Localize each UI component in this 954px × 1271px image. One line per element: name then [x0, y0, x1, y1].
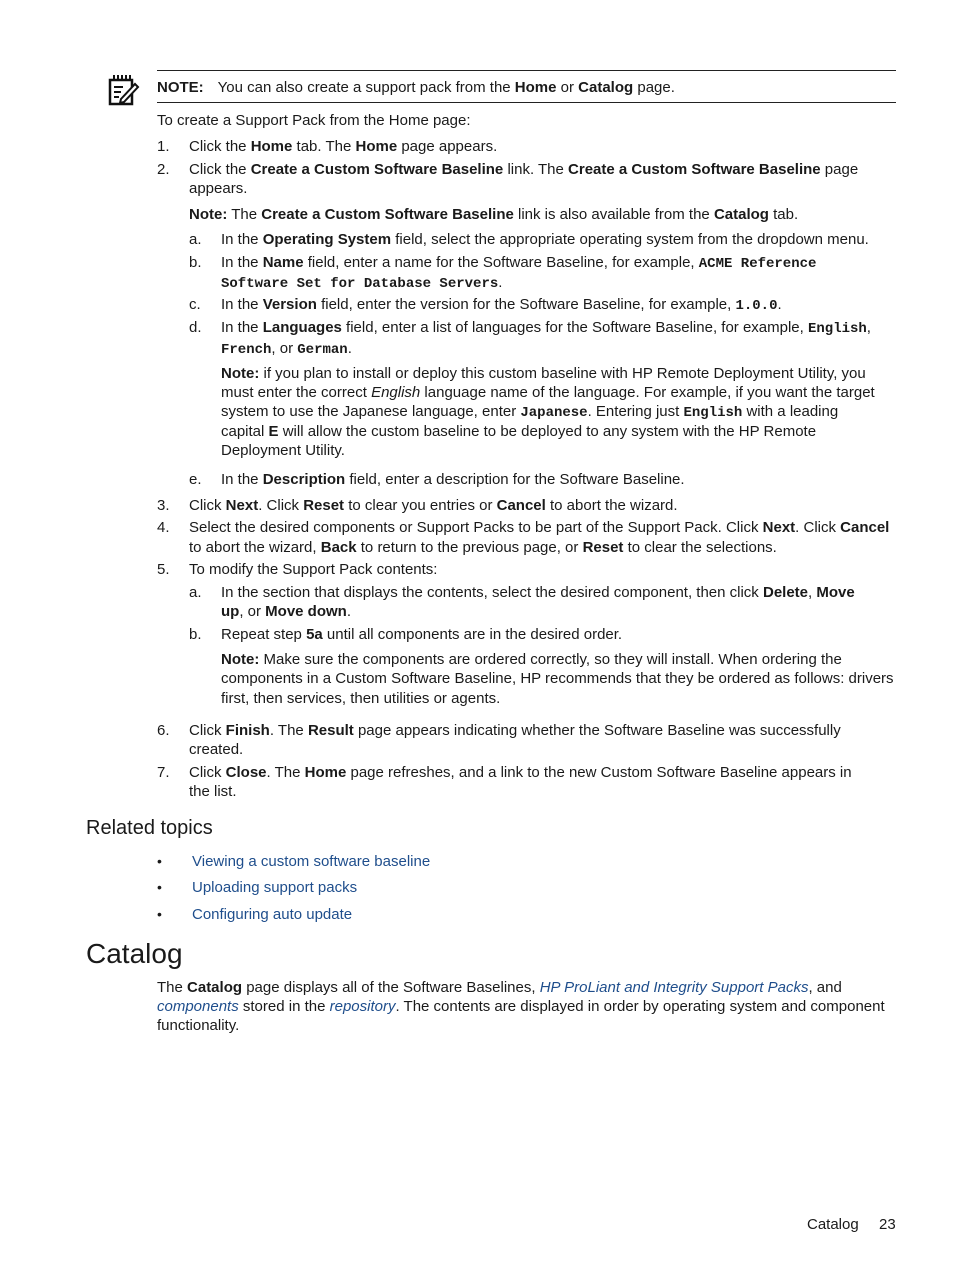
substep-letter: d.: [189, 319, 202, 336]
substep-2d: In the Languages field, enter a list of languages for the Software Baseline, for example, English,: [221, 319, 871, 337]
step-4: Select the desired components or Support Packs to be part of the Support Pack. Click Next. Click Cancel: [189, 519, 890, 536]
note-text-part: page.: [633, 79, 675, 96]
step-5: To modify the Support Pack contents:: [189, 561, 438, 578]
bullet: •: [157, 879, 162, 895]
catalog-paragraph: The Catalog page displays all of the Software Baselines, HP ProLiant and Integrity Support Packs, and: [157, 979, 842, 996]
substep-2b: In the Name field, enter a name for the Software Baseline, for example, ACME Reference: [221, 254, 817, 272]
substep-2e: In the Description field, enter a description for the Software Baseline.: [221, 471, 685, 488]
note-catalog: Catalog: [578, 79, 634, 96]
catalog-heading: Catalog: [86, 938, 183, 969]
link-support-packs[interactable]: HP ProLiant and Integrity Support Packs: [539, 979, 809, 996]
step-3: Click Next. Click Reset to clear you entries or Cancel to abort the wizard.: [189, 497, 678, 514]
step-5-note-line: first, then services, then utilities or agents.: [221, 690, 501, 707]
step-7: Click Close. The Home page refreshes, and a link to the new Custom Software Baseline appears in: [189, 764, 852, 781]
substep-5a-cont: up, or Move down.: [221, 603, 352, 620]
note-text-part: You can also create a support pack from the: [217, 79, 515, 96]
substep-letter: c.: [189, 296, 201, 313]
step-number: 1.: [157, 138, 170, 155]
note-box: [157, 70, 896, 103]
substep-2d-note-line: system to use the Japanese language, enter Japanese. Entering just English with a leading: [221, 403, 839, 421]
link-components[interactable]: components: [157, 998, 239, 1015]
step-number: 4.: [157, 519, 170, 536]
footer-page-number: 23: [879, 1216, 896, 1233]
catalog-paragraph-line: components stored in the repository. The contents are displayed in order by operating system and component: [157, 998, 885, 1015]
link-repository[interactable]: repository: [329, 998, 396, 1015]
note-home: Home: [514, 79, 557, 96]
substep-2d-note-line: capital E will allow the custom baseline to be deployed to any system with the HP Remote: [221, 423, 817, 440]
substep-letter: e.: [189, 471, 202, 488]
step-2-note: Note: The Create a Custom Software Baseline link is also available from the Catalog tab.: [189, 206, 799, 223]
substep-2a: In the Operating System field, select the appropriate operating system from the dropdown menu.: [221, 231, 869, 248]
substep-letter: a.: [189, 231, 202, 248]
substep-5b: Repeat step 5a until all components are in the desired order.: [221, 626, 623, 643]
step-2-cont: appears.: [189, 180, 248, 197]
substep-2d-note: Note: if you plan to install or deploy this custom baseline with HP Remote Deployment Utility, you: [221, 365, 866, 382]
substep-2c: In the Version field, enter the version for the Software Baseline, for example, 1.0.0.: [221, 296, 782, 314]
intro-text: To create a Support Pack from the Home page:: [157, 112, 471, 129]
substep-2b-cont: Software Set for Database Servers.: [221, 274, 503, 292]
note-text-part: or: [556, 79, 579, 96]
step-number: 7.: [157, 764, 170, 781]
bullet: •: [157, 906, 162, 922]
footer-section: Catalog: [807, 1216, 859, 1233]
step-7-cont: the list.: [189, 783, 237, 800]
step-2: Click the Create a Custom Software Baseline link. The Create a Custom Software Baseline page: [189, 161, 859, 178]
step-5-note-line: components in a Custom Software Baseline, HP recommends that they be ordered as follows: drivers: [221, 670, 894, 687]
link-uploading-support-packs[interactable]: Uploading support packs: [192, 879, 358, 896]
step-number: 6.: [157, 722, 170, 739]
step-6: Click Finish. The Result page appears indicating whether the Software Baseline was successfully: [189, 722, 841, 739]
note-text: [157, 79, 675, 97]
substep-2d-cont: French, or German.: [221, 340, 352, 358]
step-number: 5.: [157, 561, 170, 578]
step-4-cont: to abort the wizard, Back to return to the previous page, or Reset to clear the selections.: [189, 539, 777, 556]
step-5-note: Note: Make sure the components are ordered correctly, so they will install. When ordering the: [221, 651, 842, 668]
bullet: •: [157, 853, 162, 869]
catalog-paragraph-line: functionality.: [157, 1017, 240, 1034]
substep-letter: b.: [189, 626, 202, 643]
note-pencil-icon: [105, 72, 141, 108]
step-1: Click the Home tab. The Home page appears.: [189, 138, 498, 155]
related-topics-heading: Related topics: [86, 817, 213, 839]
note-label: NOTE:: [157, 79, 204, 96]
step-number: 3.: [157, 497, 170, 514]
substep-letter: a.: [189, 584, 202, 601]
link-configuring-auto-update[interactable]: Configuring auto update: [192, 906, 353, 923]
substep-2d-note-line: must enter the correct English language name of the language. For example, if you want the target: [221, 384, 875, 401]
substep-letter: b.: [189, 254, 202, 271]
substep-2d-note-line: Deployment Utility.: [221, 442, 345, 459]
substep-5a: In the section that displays the contents, select the desired component, then click Delete, Move: [221, 584, 855, 601]
link-viewing-custom-baseline[interactable]: Viewing a custom software baseline: [192, 853, 431, 870]
step-6-cont: created.: [189, 741, 244, 758]
step-number: 2.: [157, 161, 170, 178]
